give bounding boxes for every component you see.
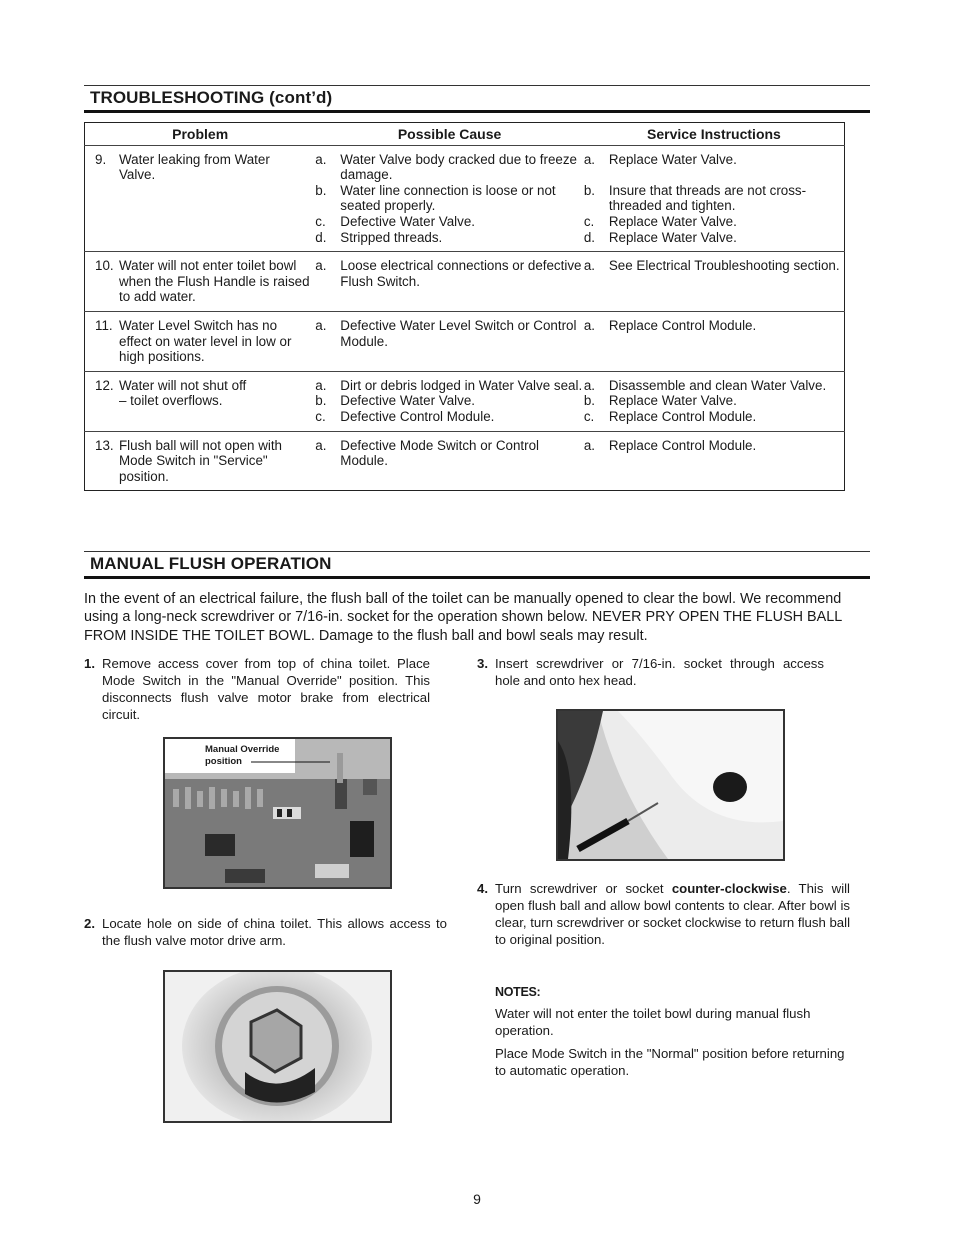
troubleshooting-table: [84, 122, 845, 491]
service-letter: a.: [583, 377, 596, 393]
problem-cell: [85, 311, 316, 371]
problem-number: 9.: [95, 151, 107, 167]
screwdriver-photo: [556, 709, 785, 861]
cause-letter: c.: [315, 213, 326, 229]
problem-number: 12.: [95, 377, 114, 393]
manual-override-label: Manual Override position: [205, 744, 280, 767]
service-cell: [584, 145, 845, 252]
service-letter: a.: [583, 151, 596, 167]
cause-cell: [315, 371, 584, 431]
cause-letter: a.: [315, 377, 327, 393]
table-row: [85, 145, 845, 252]
step-text: Locate hole on side of china toilet. This allows access to the flush valve motor drive arm.: [102, 916, 447, 948]
problem-text: Flush ball will not open with Mode Switch in "Service" position.: [119, 437, 283, 484]
cause-letter: b.: [315, 182, 327, 198]
service-text: See Electrical Troubleshooting section.: [608, 258, 840, 274]
step-3: [477, 655, 824, 689]
page-number: 9: [473, 1191, 481, 1207]
cause-text: Defective Control Module.: [340, 408, 495, 424]
step-text: Insert screwdriver or 7/16-in. socket through access hole and onto hex head.: [495, 656, 824, 688]
cause-text: Defective Mode Switch or Control Module.: [340, 437, 540, 469]
cause-letter: a.: [315, 258, 327, 274]
service-cell: [584, 252, 845, 312]
cause-text: Defective Water Valve.: [340, 213, 475, 229]
problem-text: Water will not shut off – toilet overflows.: [119, 377, 247, 409]
service-text: Disassemble and clean Water Valve.: [608, 377, 827, 393]
table-header-row: [85, 123, 845, 146]
service-cell: [584, 371, 845, 431]
notes-title: NOTES:: [495, 985, 541, 999]
cause-text: Stripped threads.: [340, 229, 443, 245]
service-text: Insure that threads are not cross-threaded and tighten.: [608, 182, 807, 214]
problem-text: Water Level Switch has no effect on water level in low or high positions.: [119, 317, 292, 365]
note-2: Place Mode Switch in the "Normal" position before returning to automatic operation.: [495, 1046, 845, 1078]
service-text: Replace Control Module.: [608, 437, 757, 453]
troubleshooting-header: [84, 85, 870, 113]
service-letter: b.: [583, 182, 596, 198]
problem-text: Water will not enter toilet bowl when the Flush Handle is raised to add water.: [119, 258, 310, 305]
cause-cell: [315, 431, 584, 491]
step-number: 2.: [84, 916, 95, 931]
step-4: [477, 880, 850, 948]
problem-cell: [85, 431, 316, 491]
service-letter: a.: [583, 258, 596, 274]
cause-text: Loose electrical connections or defective Flush Switch.: [340, 258, 582, 289]
column-header-problem: Problem: [85, 123, 316, 146]
step-number: 4.: [477, 881, 488, 896]
note-1: Water will not enter the toilet bowl during manual flush operation.: [495, 1006, 811, 1038]
cause-cell: [315, 145, 584, 252]
troubleshooting-title: TROUBLESHOOTING (cont’d): [90, 88, 333, 107]
service-letter: a.: [583, 437, 596, 453]
problem-text: Water leaking from Water Valve.: [119, 151, 270, 183]
service-text: Replace Water Valve.: [608, 151, 737, 167]
problem-cell: [85, 252, 316, 312]
access-hole-photo: [163, 970, 392, 1123]
cause-letter: b.: [315, 393, 327, 409]
service-text: Replace Control Module.: [608, 317, 757, 333]
cause-text: Dirt or debris lodged in Water Valve seal.: [340, 377, 583, 393]
cause-cell: [315, 252, 584, 312]
problem-cell: [85, 145, 316, 252]
cause-text: Water Valve body cracked due to freeze damage.: [340, 151, 577, 183]
service-letter: d.: [583, 229, 596, 245]
circuit-board-photo: [163, 737, 392, 889]
service-letter: b.: [583, 393, 596, 409]
service-text: Replace Control Module.: [608, 408, 757, 424]
step-1: [84, 655, 430, 723]
cause-letter: c.: [315, 408, 326, 424]
cause-cell: [315, 311, 584, 371]
problem-number: 11.: [95, 317, 113, 333]
column-header-service: Service Instructions: [584, 123, 845, 146]
step-text: Remove access cover from top of china toilet. Place Mode Switch in the "Manual Override" position. This disconnects flush valve motor brake from electrical circuit.: [102, 656, 430, 722]
counter-clockwise-emphasis: counter-clockwise: [671, 881, 787, 896]
service-cell: [584, 431, 845, 491]
step-2: [84, 915, 447, 949]
cause-text: Water line connection is loose or not seated properly.: [340, 182, 556, 214]
cause-text: Defective Water Valve.: [340, 393, 475, 409]
cause-letter: d.: [315, 229, 327, 245]
problem-number: 13.: [95, 437, 114, 453]
table-row: [85, 371, 845, 431]
service-letter: c.: [583, 213, 595, 229]
cause-letter: a.: [315, 151, 327, 167]
step-number: 1.: [84, 656, 95, 671]
service-text: Replace Water Valve.: [608, 213, 737, 229]
cause-letter: a.: [315, 317, 327, 333]
step-number: 3.: [477, 656, 488, 671]
service-letter: c.: [583, 408, 595, 424]
cause-text: Defective Water Level Switch or Control Module.: [340, 317, 577, 349]
table-row: [85, 311, 845, 371]
manual-flush-intro: In the event of an electrical failure, the flush ball of the toilet can be manually opened to clear the bowl. We recommend using a long-neck screwdriver or 7/16-in. socket for the operation shown below. NEVER PRY OPEN THE FLUSH BALL FROM INSIDE THE TOILET BOWL. Damage to the flush ball and bowl seals may result.: [84, 591, 842, 644]
access-hole-image: [165, 972, 390, 1121]
step-text: Turn screwdriver or socket counter-clockwise. This will open flush ball and allow bowl contents to clear. After bowl is clear, turn screwdriver or socket clockwise to return flush ball to original position.: [495, 881, 850, 947]
service-text: Replace Water Valve.: [608, 229, 737, 245]
table-row: [85, 252, 845, 312]
cause-letter: a.: [315, 437, 327, 453]
column-header-cause: Possible Cause: [315, 123, 584, 146]
table-row: [85, 431, 845, 491]
service-letter: a.: [583, 317, 596, 333]
problem-cell: [85, 371, 316, 431]
manual-flush-title: MANUAL FLUSH OPERATION: [90, 554, 332, 573]
problem-number: 10.: [95, 258, 114, 274]
service-cell: [584, 311, 845, 371]
manual-flush-header: [84, 551, 870, 579]
screwdriver-image: [558, 711, 783, 859]
service-text: Replace Water Valve.: [608, 393, 737, 409]
